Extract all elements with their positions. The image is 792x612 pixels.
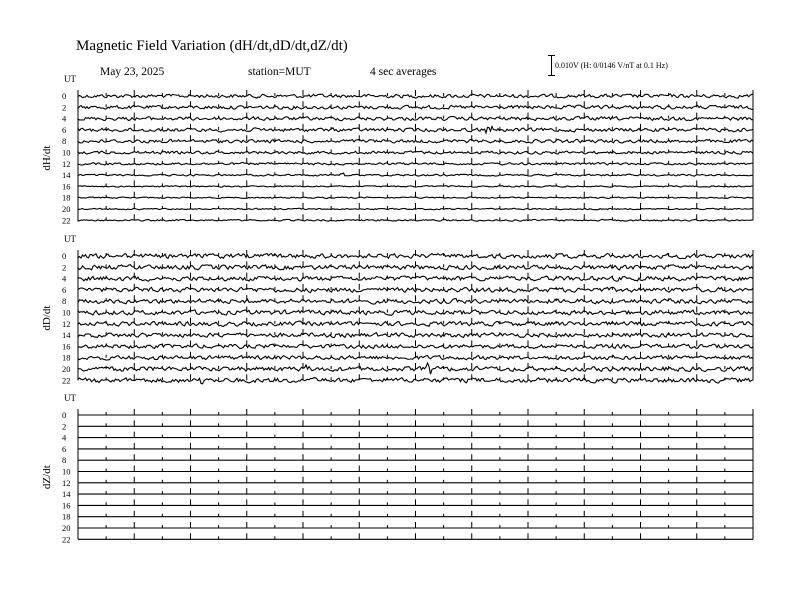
- station-label: station=MUT: [248, 66, 311, 78]
- scale-label: 0.010V (H: 0/0146 V/nT at 0.1 Hz): [555, 61, 668, 70]
- hour-label: 16: [62, 500, 71, 511]
- hour-label: 20: [62, 364, 71, 374]
- y-axis-label: dZ/dt: [41, 465, 53, 490]
- hour-label: 14: [62, 170, 71, 181]
- hour-label: 22: [62, 215, 71, 226]
- hour-label: 4: [62, 273, 67, 284]
- hour-label: 10: [62, 307, 71, 318]
- hour-label: 6: [62, 124, 67, 135]
- y-axis-label: dD/dt: [41, 305, 53, 331]
- hour-label: 0: [62, 251, 67, 261]
- y-axis-label: dH/dt: [41, 145, 53, 171]
- hour-label: 10: [62, 147, 71, 158]
- time-axis-label: UT: [64, 393, 76, 403]
- date-label: May 23, 2025: [100, 66, 165, 78]
- time-axis-label: UT: [64, 74, 76, 84]
- hour-label: 14: [62, 330, 71, 341]
- hour-label: 2: [62, 421, 67, 432]
- hour-label: 18: [62, 352, 71, 363]
- hour-label: 0: [62, 410, 67, 420]
- hour-label: 16: [62, 341, 71, 352]
- hour-label: 12: [62, 477, 71, 488]
- hour-label: 14: [62, 489, 71, 500]
- hour-label: 16: [62, 181, 71, 192]
- chart-title: Magnetic Field Variation (dH/dt,dD/dt,dZ/dt): [76, 38, 348, 54]
- hour-label: 2: [62, 262, 67, 273]
- hour-label: 22: [62, 534, 71, 545]
- hour-label: 4: [62, 432, 67, 443]
- hour-label: 18: [62, 511, 71, 522]
- hour-label: 18: [62, 192, 71, 203]
- hour-label: 20: [62, 523, 71, 533]
- averaging-label: 4 sec averages: [370, 66, 437, 78]
- time-axis-label: UT: [64, 234, 76, 244]
- hour-label: 8: [62, 136, 67, 147]
- hour-label: 8: [62, 455, 67, 466]
- hour-label: 22: [62, 375, 71, 386]
- hour-label: 6: [62, 284, 67, 295]
- hour-label: 20: [62, 204, 71, 214]
- hour-label: 0: [62, 91, 67, 101]
- hour-label: 12: [62, 158, 71, 169]
- hour-label: 8: [62, 296, 67, 307]
- hour-label: 6: [62, 443, 67, 454]
- hour-label: 2: [62, 102, 67, 113]
- hour-label: 10: [62, 466, 71, 477]
- hour-label: 12: [62, 318, 71, 329]
- hour-label: 4: [62, 113, 67, 124]
